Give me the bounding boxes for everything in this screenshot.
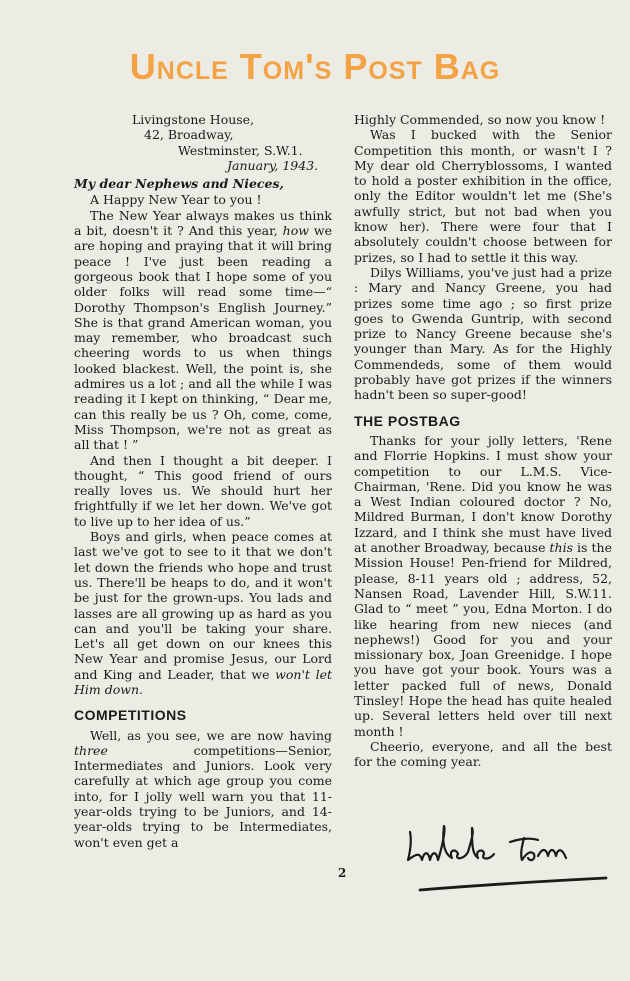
- paragraph: The New Year always makes us think a bit, doesn't it ? And this year, how we are hoping and praying that it will bring peace ! I've just been reading a gorgeous book that I hope some of you older folks will read some time—“ Dorothy Thompson's English Journey.” She is that grand American woman, you may remember, who broadcast such cheering words to us when things looked blackest. Well, the point is, she admires us a lot ; and all the while I was reading it I kept on thinking, “ Dear me, can this really be us ? Oh, come, come, Miss Thompson, we're not as great as all that ! ”: [74, 207, 332, 453]
- postbag-heading: THE POSTBAG: [354, 412, 461, 429]
- paragraph: Was I bucked with the Senior Competition this month, or wasn't I ? My dear old Cherryblossoms, I wanted to hold a poster exhibition in the office, only the Editor wouldn't let me (She's awfully strict, but not bad when you know her). There were four that I absolutely couldn't choose between for prizes, so I had to settle it this way.: [354, 127, 612, 265]
- competitions-heading: COMPETITIONS: [74, 707, 187, 724]
- address-line: 42, Broadway,: [144, 127, 234, 143]
- page-number: 2: [338, 866, 347, 880]
- paragraph: And then I thought a bit deeper. I thought, “ This good friend of ours really loves us. We should hurt her frightfully if we let her down. We've got to live up to her idea of us.”: [74, 452, 332, 529]
- letter-address: [74, 112, 332, 173]
- greeting: A Happy New Year to you !: [90, 192, 262, 208]
- letter-date: January, 1943.: [227, 157, 319, 173]
- paragraph: Boys and girls, when peace comes at last we've got to see to it that we don't let down the friends who hope and trust us. There'll be heaps to do, and it won't be just for the grown-ups. You lads and lasses are all growing up as hard as you can and you'll be taking your share. Let's all get down on our knees this New Year and promise Jesus, our Lord and King and Leader, that we won't let Him down.: [74, 529, 332, 697]
- paragraph: Cheerio, everyone, and all the best for the coming year.: [354, 738, 612, 770]
- address-line: Westminster, S.W.1.: [178, 142, 303, 158]
- paragraph: Thanks for your jolly letters, 'Rene and Florrie Hopkins. I must show your competition to our L.M.S. Vice-Chairman, 'Rene. Did you know he was a West Indian coloured doctor ? No, Mildred Burman, I don't know Dorothy Izzard, and I think she must have lived at another Broadway, because this is the Mission House! Pen-friend for Mildred, please, 8-11 years old ; address, 52, Nansen Road, Lavender Hill, S.W.11. Glad to “ meet ” you, Edna Morton. I do like hearing from new nieces (and nephews!) Good for you and your missionary box, Joan Greenidge. I hope you have got your book. Yours was a letter packed full of news, Donald Tinsley! Hope the head has quite healed up. Several letters held over till next month !: [354, 432, 612, 739]
- right-column: [354, 112, 612, 769]
- address-line: Livingstone House,: [132, 112, 255, 127]
- left-column: [74, 112, 332, 850]
- paragraph: Well, as you see, we are now having three competitions—Senior, Intermediates and Juniors. Look very carefully at which age group you come into, for I jolly well warn you that 11-year-olds trying to be Juniors, and 14-year-olds trying to be Intermediates, won't even get a: [74, 727, 332, 850]
- page-title: Uncle Tom's Post Bag: [129, 46, 501, 87]
- signature-uncle-tom: [398, 820, 618, 910]
- paragraph: Highly Commended, so now you know !: [354, 112, 606, 127]
- paragraph: Dilys Williams, you've just had a prize : Mary and Nancy Greene, you had prizes some time ago ; so first prize goes to Gwenda Guntrip, with second prize to Nancy Greene because she's younger than Mary. As for the Highly Commendeds, some of them would probably have got prizes if the winners hadn't been so super-good!: [354, 264, 612, 403]
- salutation: My dear Nephews and Nieces,: [74, 176, 284, 192]
